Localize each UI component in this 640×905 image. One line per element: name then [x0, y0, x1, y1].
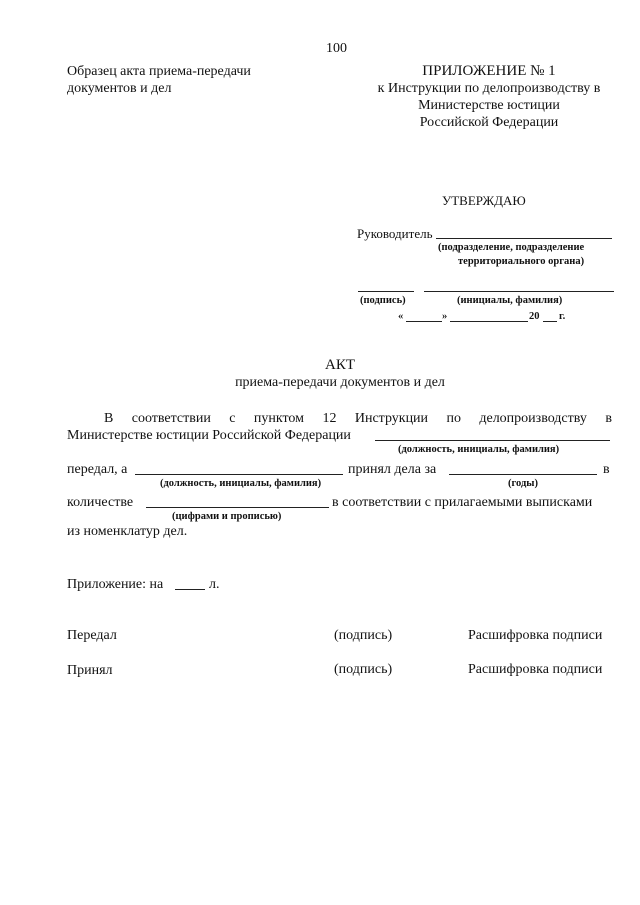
attachment-suffix: л.	[209, 577, 220, 592]
head-caption-2: территориального органа)	[458, 256, 585, 267]
date-open-quote: «	[398, 311, 404, 322]
quantity-underline	[146, 507, 329, 508]
caption-position-name-2: (должность, инициалы, фамилия)	[160, 478, 322, 489]
accepted-decoding: Расшифровка подписи	[468, 662, 603, 677]
word: делопроизводству	[479, 411, 587, 426]
signature-underline	[358, 291, 414, 292]
body-line1	[104, 410, 612, 427]
position-name-underline-2	[135, 474, 343, 475]
body-transferred: передал, а	[67, 462, 128, 477]
word: пунктом	[253, 411, 305, 426]
head-label: Руководитель	[357, 226, 433, 241]
years-underline	[449, 474, 597, 475]
accepted-role: Принял	[67, 663, 113, 678]
word: с	[229, 411, 236, 426]
date-year-suffix: г.	[559, 311, 566, 322]
page-number: 100	[326, 41, 347, 56]
date-close-quote: »	[442, 311, 448, 322]
appendix-line1: к Инструкции по делопроизводству в	[377, 81, 601, 96]
body-accepted: принял дела за	[348, 462, 437, 477]
act-subtitle: приема-передачи документов и дел	[235, 375, 445, 390]
transferred-signature: (подпись)	[334, 628, 393, 643]
header-left-line2: документов и дел	[67, 81, 172, 96]
name-underline	[424, 291, 614, 292]
word: соответствии	[131, 411, 211, 426]
word: В	[104, 411, 114, 426]
signature-caption: (подпись)	[360, 295, 406, 306]
word: по	[446, 411, 461, 426]
attachment-underline	[175, 589, 205, 590]
act-title: АКТ	[325, 357, 355, 373]
appendix-title: ПРИЛОЖЕНИЕ № 1	[422, 63, 556, 79]
word: Инструкции	[354, 411, 429, 426]
date-day-underline	[406, 321, 442, 322]
appendix-line2: Министерстве юстиции	[418, 98, 560, 113]
appendix-line3: Российской Федерации	[419, 115, 559, 130]
head-underline	[436, 238, 612, 239]
accepted-signature: (подпись)	[334, 662, 393, 677]
caption-position-name-1: (должность, инициалы, фамилия)	[398, 444, 560, 455]
attachment-label: Приложение: на	[67, 577, 164, 592]
word: в	[605, 411, 612, 426]
head-caption-1: (подразделение, подразделение	[438, 242, 585, 253]
approval-heading: УТВЕРЖДАЮ	[442, 193, 526, 208]
body-line2: Министерстве юстиции Российской Федерации	[67, 428, 351, 443]
date-year-underline	[543, 321, 557, 322]
transferred-decoding: Расшифровка подписи	[468, 628, 603, 643]
body-quantity: количестве	[67, 495, 134, 510]
transferred-role: Передал	[67, 628, 117, 643]
word: 12	[322, 411, 337, 426]
body-line4-rest: в соответствии с прилагаемыми выписками	[332, 495, 593, 510]
name-caption: (инициалы, фамилия)	[457, 295, 563, 306]
header-left-line1: Образец акта приема-передачи	[67, 64, 251, 79]
body-in: в	[603, 462, 610, 477]
date-year-prefix: 20	[529, 311, 540, 322]
position-name-underline-1	[375, 440, 610, 441]
caption-years: (годы)	[508, 478, 538, 489]
body-line5: из номенклатур дел.	[67, 524, 188, 539]
caption-quantity: (цифрами и прописью)	[172, 511, 282, 522]
date-month-underline	[450, 321, 528, 322]
